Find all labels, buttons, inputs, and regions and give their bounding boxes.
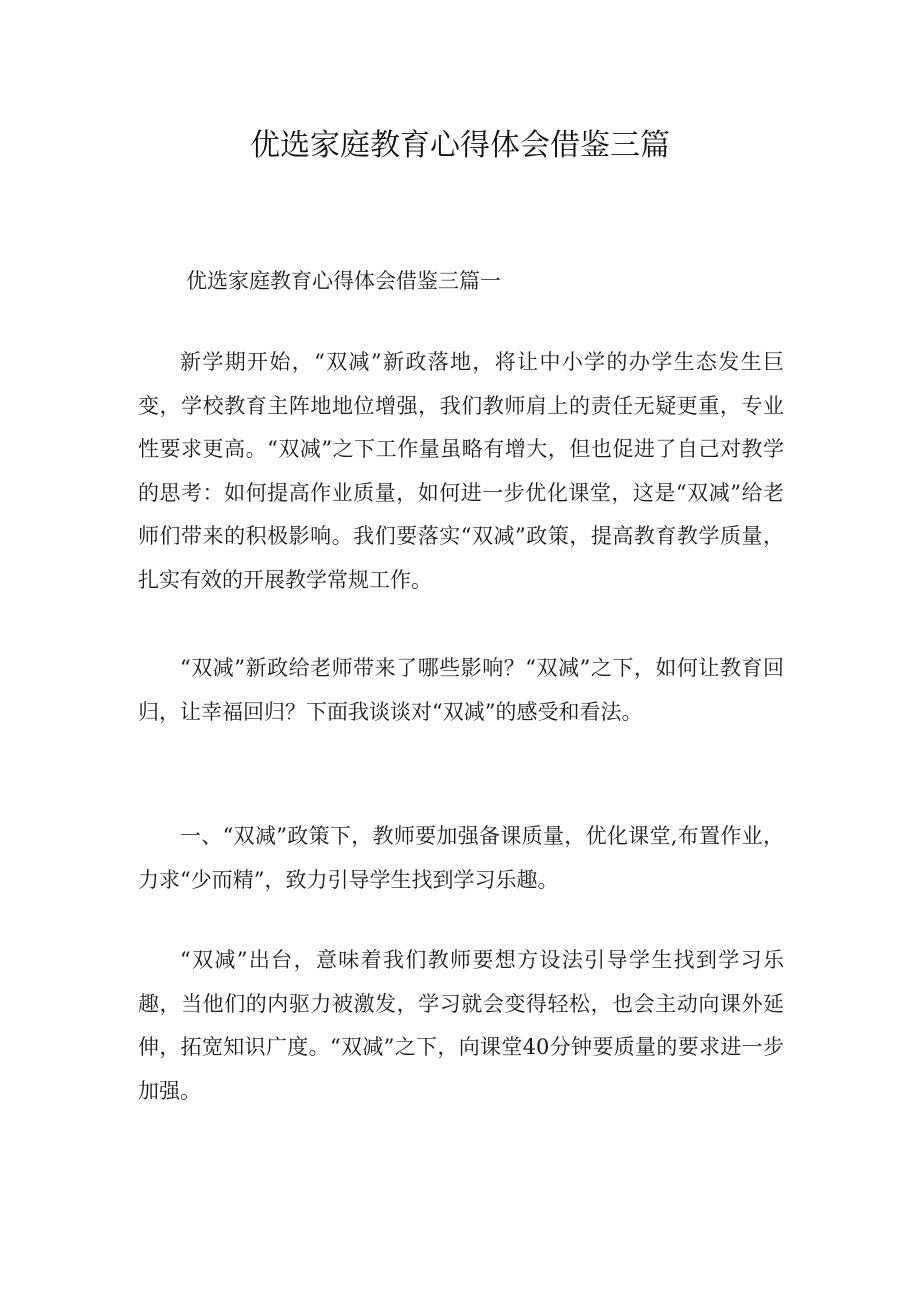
- section-subtitle: 优选家庭教育心得体会借鉴三篇一: [186, 269, 501, 293]
- document-title: 优选家庭教育心得体会借鉴三篇: [250, 128, 670, 163]
- paragraph-1: 新学期开始，“双减”新政落地，将让中小学的办学生态发生巨变，学校教育主阵地地位增强，我们教师肩上的责任无疑更重，专业性要求更高。“双减”之下工作量虽略有增大，但也促进了自己对教学的思考：如何提高作业质量，如何进一步优化课堂，这是“双减”给老师们带来的积极影响。我们要落实“双减”政策，提高教育教学质量，扎实有效的开展教学常规工作。: [138, 350, 784, 592]
- paragraph-2: “双减”新政给老师带来了哪些影响？“双减”之下，如何让教育回归，让幸福回归？下面我谈谈对“双减”的感受和看法。: [138, 656, 784, 724]
- paragraph-3: 一、“双减”政策下，教师要加强备课质量，优化课堂,布置作业，力求“少而精”，致力引导学生找到学习乐趣。: [138, 824, 784, 892]
- paragraph-4: “双减”出台，意味着我们教师要想方设法引导学生找到学习乐趣，当他们的内驱力被激发，学习就会变得轻松，也会主动向课外延伸，拓宽知识广度。“双减”之下，向课堂40分钟要质量的要求进一步加强。: [138, 948, 784, 1103]
